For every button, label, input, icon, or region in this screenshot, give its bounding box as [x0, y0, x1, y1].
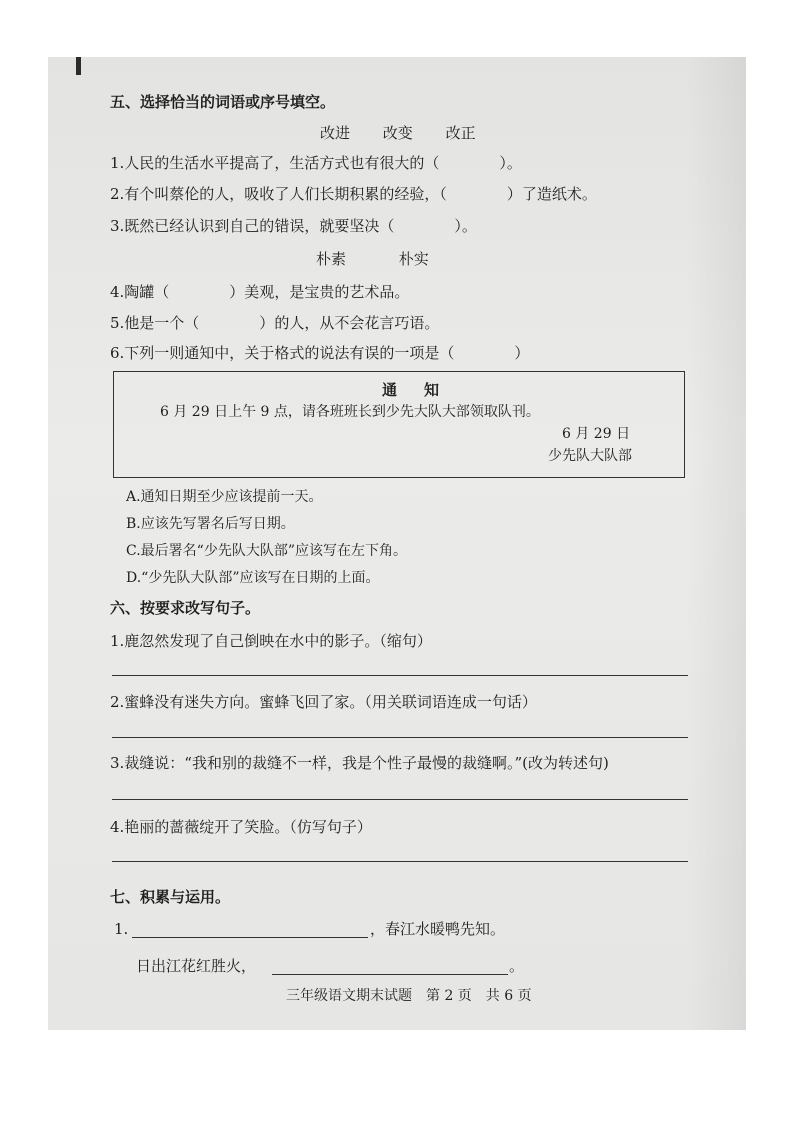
rewrite-item-1: 1.鹿忽然发现了自己倒映在水中的影子。（缩句） [110, 632, 432, 650]
rewrite-item-4: 4.艳丽的蔷薇绽开了笑脸。（仿写句子） [110, 818, 372, 836]
word-choice: 朴实 [398, 250, 429, 268]
fill-q1b-head: 日出江花红胜火， [136, 957, 257, 975]
answer-line [112, 737, 688, 738]
question-6: 6.下列一则通知中，关于格式的说法有误的一项是（ ） [110, 344, 530, 362]
exam-page [48, 57, 746, 1030]
question-1: 1.人民的生活水平提高了，生活方式也有很大的（ ）。 [110, 154, 522, 172]
question-5: 5.他是一个（ ）的人，从不会花言巧语。 [110, 314, 440, 332]
notice-box [113, 371, 685, 478]
answer-line [112, 799, 688, 800]
page-footer: 三年级语文期末试题 第 2 页 共 6 页 [286, 988, 532, 1004]
page-shadow [686, 57, 746, 1030]
answer-line [112, 861, 688, 862]
question-2: 2.有个叫蔡伦的人，吸收了人们长期积累的经验，（ ）了造纸术。 [110, 185, 597, 203]
blank-line [272, 974, 508, 975]
option-b: B.应该先写署名后写日期。 [126, 516, 295, 532]
blank-line [132, 937, 368, 938]
word-choices-a [320, 123, 504, 143]
section6-heading: 六、按要求改写句子。 [110, 599, 261, 617]
word-choice: 改正 [445, 124, 476, 142]
answer-line [112, 675, 688, 676]
section5-heading: 五、选择恰当的词语或序号填空。 [110, 93, 336, 111]
question-4: 4.陶罐（ ）美观，是宝贵的艺术品。 [110, 283, 410, 301]
option-a: A.通知日期至少应该提前一天。 [126, 489, 323, 505]
word-choice: 朴素 [316, 250, 347, 268]
word-choices-b [316, 249, 457, 269]
word-choice: 改进 [320, 124, 351, 142]
section7-heading: 七、积累与运用。 [110, 888, 231, 906]
fill-q1-number: 1. [114, 920, 129, 938]
fill-q1-tail: ，春江水暖鸭先知。 [370, 920, 506, 938]
scan-mark [76, 57, 81, 75]
option-c: C.最后署名“少先队大队部”应该写在左下角。 [126, 543, 407, 559]
fill-q1b-tail: 。 [509, 957, 525, 975]
rewrite-item-3: 3.裁缝说：“我和别的裁缝不一样，我是个性子最慢的裁缝啊。”(改为转述句) [110, 754, 609, 772]
notice-body: 6 月 29 日上午 9 点，请各班班长到少先大队大部领取队刊。 [160, 404, 540, 420]
notice-signature: 少先队大队部 [548, 448, 632, 464]
option-d: D.“少先队大队部”应该写在日期的上面。 [126, 570, 380, 586]
notice-date: 6 月 29 日 [562, 426, 631, 442]
word-choice: 改变 [382, 124, 413, 142]
question-3: 3.既然已经认识到自己的错误，就要坚决（ ）。 [110, 217, 477, 235]
rewrite-item-2: 2.蜜蜂没有迷失方向。蜜蜂飞回了家。（用关联词语连成一句话） [110, 693, 537, 711]
notice-title: 通 知 [382, 381, 446, 399]
